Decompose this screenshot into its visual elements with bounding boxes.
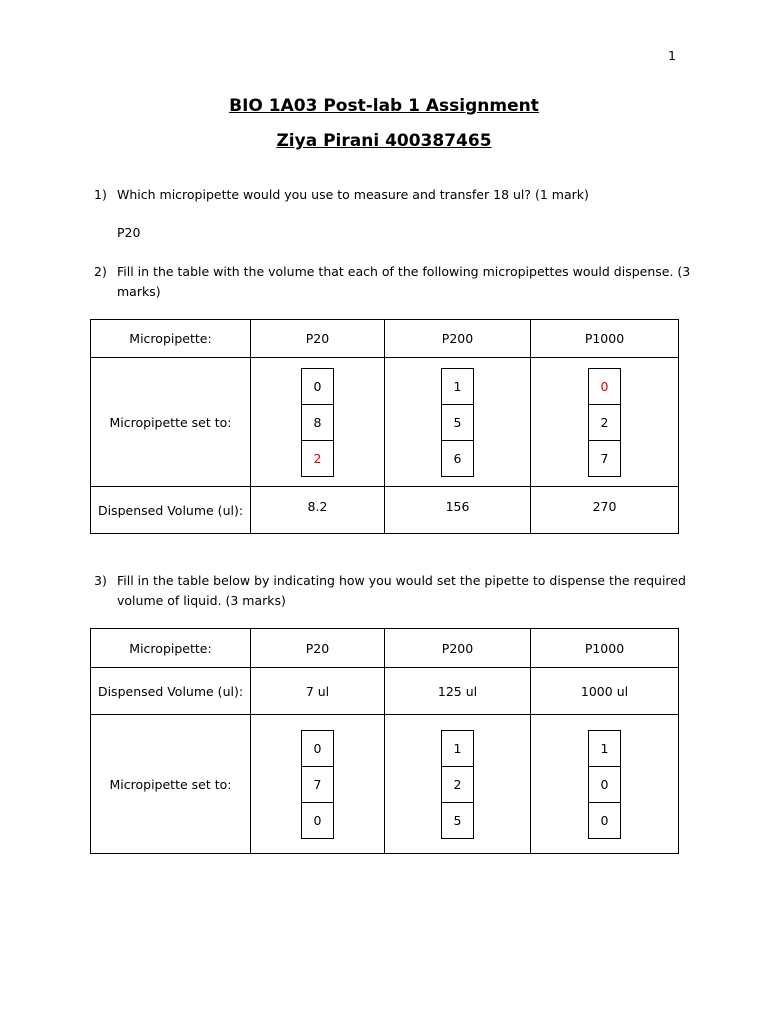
question-1-answer: P20	[117, 225, 141, 240]
digit: 1	[588, 730, 621, 767]
volume-value: 7 ul	[251, 668, 385, 715]
author-line: Ziya Pirani 400387465	[276, 131, 492, 151]
column-header: P1000	[531, 320, 679, 358]
question-text: Fill in the table with the volume that each of the following micropipettes would dispense. (3 marks)	[117, 264, 691, 299]
digit: 8	[301, 405, 334, 441]
set-label: Micropipette set to:	[91, 715, 251, 854]
setting-table	[90, 628, 679, 854]
digit-stack	[441, 368, 474, 477]
set-label: Micropipette set to:	[91, 358, 251, 487]
digit: 5	[441, 803, 474, 839]
digit-stack	[588, 730, 621, 839]
digit-highlighted: 0	[588, 368, 621, 405]
digit: 0	[588, 803, 621, 839]
digit: 0	[301, 368, 334, 405]
question-text: Which micropipette would you use to measure and transfer 18 ul? (1 mark)	[117, 187, 589, 202]
digit-stack	[588, 368, 621, 477]
volume-value: 8.2	[251, 487, 385, 534]
digit-stack	[441, 730, 474, 839]
setting-cell	[251, 358, 385, 487]
table-row	[91, 668, 679, 715]
table-row	[91, 358, 679, 487]
digit: 2	[441, 767, 474, 803]
table-row	[91, 629, 679, 668]
digit-stack	[301, 730, 334, 839]
setting-cell	[251, 715, 385, 854]
page-number: 1	[668, 48, 676, 63]
header-label: Micropipette:	[91, 629, 251, 668]
column-header: P20	[251, 320, 385, 358]
column-header: P20	[251, 629, 385, 668]
digit: 2	[588, 405, 621, 441]
setting-cell	[385, 715, 531, 854]
table-row	[91, 487, 679, 534]
setting-cell	[531, 715, 679, 854]
document-title: BIO 1A03 Post-lab 1 Assignment	[229, 96, 539, 116]
volume-label: Dispensed Volume (ul):	[91, 487, 251, 534]
column-header: P200	[385, 629, 531, 668]
digit: 0	[588, 767, 621, 803]
digit-highlighted: 2	[301, 441, 334, 477]
volume-table	[90, 319, 679, 534]
setting-cell	[531, 358, 679, 487]
table-row	[91, 715, 679, 854]
column-header: P1000	[531, 629, 679, 668]
digit: 7	[588, 441, 621, 477]
volume-value: 156	[385, 487, 531, 534]
question-3	[94, 571, 694, 611]
setting-cell	[385, 358, 531, 487]
digit: 7	[301, 767, 334, 803]
column-header: P200	[385, 320, 531, 358]
digit: 0	[301, 730, 334, 767]
question-number: 2)	[94, 264, 107, 279]
digit: 5	[441, 405, 474, 441]
volume-value: 1000 ul	[531, 668, 679, 715]
volume-label: Dispensed Volume (ul):	[91, 668, 251, 715]
digit: 0	[301, 803, 334, 839]
table-row	[91, 320, 679, 358]
question-1	[94, 185, 694, 205]
question-number: 3)	[94, 573, 107, 588]
digit: 6	[441, 441, 474, 477]
volume-value: 125 ul	[385, 668, 531, 715]
digit: 1	[441, 368, 474, 405]
question-text: Fill in the table below by indicating how you would set the pipette to dispense the required volume of liquid. (3 marks)	[117, 573, 686, 608]
question-number: 1)	[94, 187, 107, 202]
volume-value: 270	[531, 487, 679, 534]
digit: 1	[441, 730, 474, 767]
digit-stack	[301, 368, 334, 477]
question-2	[94, 262, 694, 302]
header-label: Micropipette:	[91, 320, 251, 358]
